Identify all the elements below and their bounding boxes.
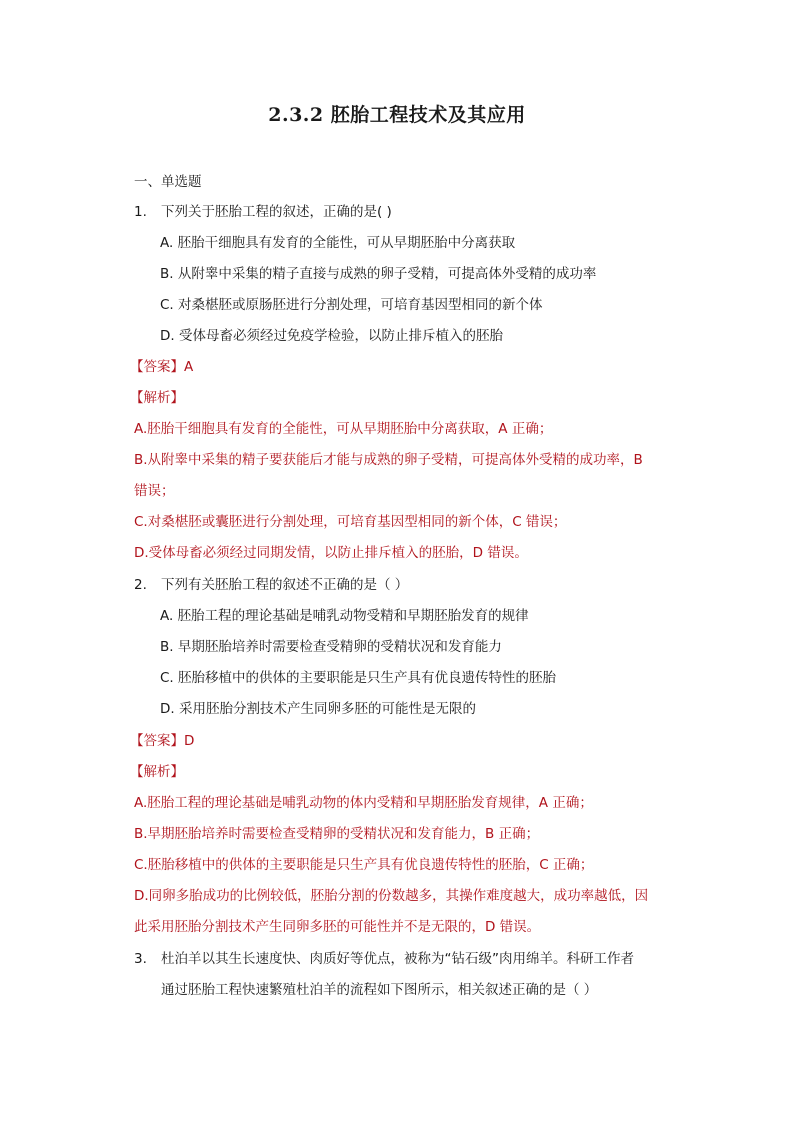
option-b: B. 从附睾中采集的精子直接与成熟的卵子受精，可提高体外受精的成功率 <box>160 266 597 282</box>
section-heading: 一、单选题 <box>134 174 202 190</box>
analysis-line: C.胚胎移植中的供体的主要职能是只生产具有优良遗传特性的胚胎，C 正确； <box>134 857 594 873</box>
analysis-line: A.胚胎干细胞具有发育的全能性，可从早期胚胎中分离获取，A 正确； <box>134 421 553 437</box>
analysis-line: D.受体母畜必须经过同期发情，以防止排斥植入的胚胎，D 错误。 <box>134 545 528 561</box>
question-stem: 杜泊羊以其生长速度快、肉质好等优点，被称为“钻石级”肉用绵羊。科研工作者 <box>161 951 634 967</box>
option-c: C. 对桑椹胚或原肠胚进行分割处理，可培育基因型相同的新个体 <box>160 297 543 313</box>
option-d: D. 采用胚胎分割技术产生同卵多胚的可能性是无限的 <box>160 701 476 717</box>
analysis-label: 【解析】 <box>130 390 184 406</box>
question-number: 1. <box>134 204 147 220</box>
answer-label: 【答案】D <box>130 733 195 749</box>
analysis-line: D.同卵多胎成功的比例较低，胚胎分割的份数越多，其操作难度越大，成功率越低，因 <box>134 888 649 904</box>
option-a: A. 胚胎工程的理论基础是哺乳动物受精和早期胚胎发育的规律 <box>160 608 529 624</box>
question-2 <box>134 575 408 595</box>
option-d: D. 受体母畜必须经过免疫学检验，以防止排斥植入的胚胎 <box>160 328 503 344</box>
question-stem-continued: 通过胚胎工程快速繁殖杜泊羊的流程如下图所示，相关叙述正确的是（ ） <box>161 982 598 998</box>
question-stem: 下列关于胚胎工程的叙述，正确的是( ) <box>161 204 392 220</box>
answer-label: 【答案】A <box>130 359 194 375</box>
analysis-label: 【解析】 <box>130 764 184 780</box>
page-title: 2.3.2 胚胎工程技术及其应用 <box>268 104 526 126</box>
question-number: 3. <box>134 951 147 967</box>
question-3 <box>134 949 634 969</box>
analysis-line: A.胚胎工程的理论基础是哺乳动物的体内受精和早期胚胎发育规律，A 正确； <box>134 795 593 811</box>
question-number: 2. <box>134 577 147 593</box>
analysis-line: 此采用胚胎分割技术产生同卵多胚的可能性并不是无限的，D 错误。 <box>134 919 541 935</box>
analysis-line: B.从附睾中采集的精子要获能后才能与成熟的卵子受精，可提高体外受精的成功率，B <box>134 452 643 468</box>
option-b: B. 早期胚胎培养时需要检查受精卵的受精状况和发育能力 <box>160 639 502 655</box>
analysis-line: 错误； <box>134 483 175 499</box>
analysis-line: B.早期胚胎培养时需要检查受精卵的受精状况和发育能力，B 正确； <box>134 826 540 842</box>
option-c: C. 胚胎移植中的供体的主要职能是只生产具有优良遗传特性的胚胎 <box>160 670 557 686</box>
question-stem: 下列有关胚胎工程的叙述不正确的是（ ） <box>161 577 409 593</box>
option-a: A. 胚胎干细胞具有发育的全能性，可从早期胚胎中分离获取 <box>160 235 516 251</box>
question-1 <box>134 202 392 222</box>
analysis-line: C.对桑椹胚或囊胚进行分割处理，可培育基因型相同的新个体，C 错误； <box>134 514 567 530</box>
